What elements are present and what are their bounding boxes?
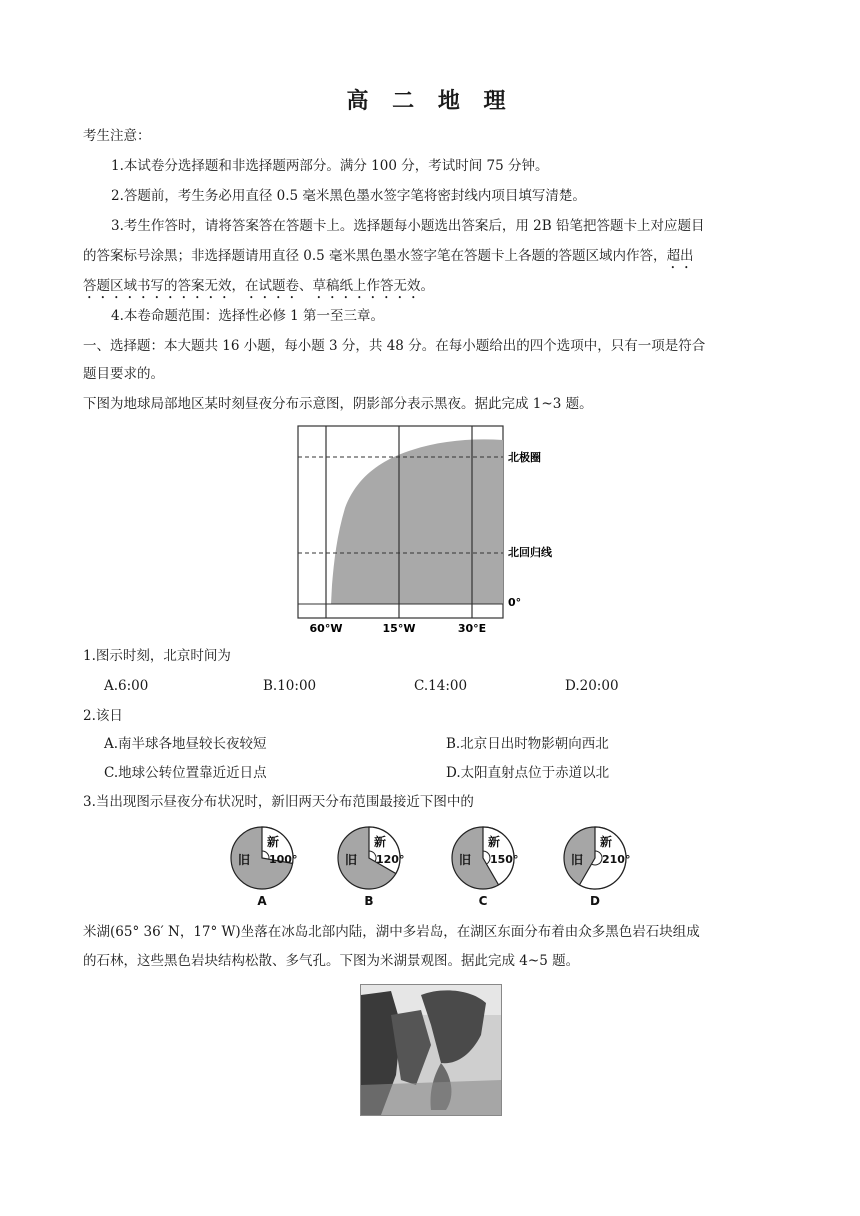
tropic-label: 北回归线 (508, 546, 552, 559)
q1-option-b: B.10:00 (263, 678, 317, 694)
new-day-label: 新 (374, 835, 387, 849)
option-letter: D (590, 894, 600, 908)
angle-label: 120° (376, 853, 405, 866)
option-letter: A (257, 894, 267, 908)
angle-label: 210° (602, 853, 631, 866)
lon-label-30e: 30°E (457, 622, 487, 635)
lon-label-15w: 15°W (382, 622, 416, 635)
note-4: 4.本卷命题范围：选择性必修 1 第一至三章。 (111, 308, 385, 324)
old-day-label: 旧 (571, 853, 584, 867)
section-1-instructions: 一、选择题：本大题共 16 小题，每小题 3 分，共 48 分。在每小题给出的四个选项中，只有一项是符合 (83, 338, 706, 354)
angle-label: 150° (490, 853, 519, 866)
arctic-circle-label: 北极圈 (508, 451, 541, 464)
new-day-label: 新 (267, 835, 280, 849)
q2-option-d: D.太阳直射点位于赤道以北 (446, 765, 610, 781)
new-day-label: 新 (488, 835, 501, 849)
intro-questions-4-5-line-1: 米湖(65° 36′ N，17° W)坐落在冰岛北部内陆，湖中多岩岛，在湖区东面分布着由众多黑色岩石块组成 (83, 924, 700, 940)
note-3-line-1: 3.考生作答时，请将答案答在答题卡上。选择题每小题选出答案后，用 2B 铅笔把答题卡上对应题目 (111, 218, 705, 234)
notes-heading: 考生注意： (83, 128, 151, 144)
q1-option-a: A.6:00 (104, 678, 149, 694)
note-1: 1.本试卷分选择题和非选择题两部分。满分 100 分，考试时间 75 分钟。 (111, 158, 549, 174)
q2-option-c: C.地球公转位置靠近近日点 (104, 765, 267, 781)
lon-label-60w: 60°W (309, 622, 343, 635)
old-day-label: 旧 (459, 853, 472, 867)
note-3-emphasis-text-2: 答题区域书写的答案无效，在试题卷、草稿纸上作答无效 (83, 278, 421, 294)
q2-option-a: A.南半球各地昼较长夜较短 (104, 736, 267, 752)
note-3-end: 。 (420, 278, 434, 294)
question-2-stem: 2.该日 (83, 708, 123, 724)
intro-questions-4-5-line-2: 的石林，这些黑色岩块结构松散、多气孔。下图为米湖景观图。据此完成 4~5 题。 (83, 953, 580, 969)
old-day-label: 旧 (345, 853, 358, 867)
new-day-label: 新 (600, 835, 613, 849)
note-3-line-2 (83, 246, 694, 272)
q3-circle-b (338, 827, 404, 908)
q3-circle-a (231, 827, 297, 908)
q2-option-b: B.北京日出时物影朝向西北 (446, 736, 609, 752)
q3-options-figure (220, 822, 640, 910)
day-night-figure (290, 420, 580, 638)
section-1-instructions-cont: 题目要求的。 (83, 366, 164, 382)
angle-label: 100° (269, 853, 298, 866)
note-3-plain-text: 的答案标号涂黑；非选择题请用直径 0.5 毫米黑色墨水签字笔在答题卡上各题的答题区域内作答， (83, 248, 667, 264)
lake-landscape-photo (360, 984, 502, 1116)
question-3-stem: 3.当出现图示昼夜分布状况时，新旧两天分布范围最接近下图中的 (83, 794, 474, 810)
option-letter: B (364, 894, 374, 908)
page-title: 高 二 地 理 (346, 89, 514, 114)
q1-option-d: D.20:00 (565, 678, 619, 694)
note-2: 2.答题前，考生务必用直径 0.5 毫米黑色墨水签字笔将密封线内项目填写清楚。 (111, 188, 586, 204)
q3-circle-d (564, 827, 630, 908)
q1-option-c: C.14:00 (414, 678, 468, 694)
old-day-label: 旧 (238, 853, 251, 867)
intro-questions-1-3: 下图为地球局部地区某时刻昼夜分布示意图，阴影部分表示黑夜。据此完成 1~3 题。 (83, 396, 593, 412)
equator-label: 0° (508, 596, 522, 609)
note-3-emphasis-text: 超出 (666, 248, 694, 264)
q3-circle-c (452, 827, 518, 908)
option-letter: C (478, 894, 488, 908)
note-3-line-3 (83, 276, 434, 302)
question-1-stem: 1.图示时刻，北京时间为 (83, 648, 231, 664)
